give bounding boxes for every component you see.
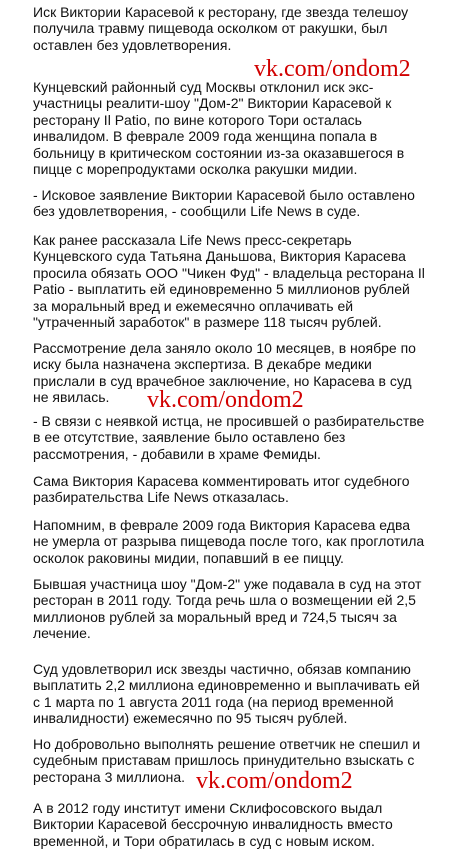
article-paragraph: Бывшая участница шоу "Дом-2" уже подавала в суд на этот ресторан в 2011 году. Тогда речь шла о возмещении ей 2,5 миллионов рублей за моральный вред и 724,5 тысяч за лечение. <box>33 576 422 642</box>
article-paragraph: Кунцевский районный суд Москвы отклонил иск экс- участницы реалити-шоу "Дом-2" Виктории Карасевой к ресторану Il Patio, по вине которого Тори осталась инвалидом. В феврале 2009 года женщина попала в больницу в критическом состоянии из-за оказавшегося в пицце с морепродуктами осколка ракушки мидии. <box>33 79 405 178</box>
watermark-text: vk.com/ondom2 <box>254 56 411 82</box>
article-paragraph: А в 2012 году институт имени Склифосовского выдал Виктории Карасевой бессрочную инвалидность вместо временной, и Тори обратилась в суд с новым иском. <box>33 800 393 849</box>
article-paragraph: Напомним, в феврале 2009 года Виктория Карасева едва не умерла от разрыва пищевода после того, как проглотила осколок раковины мидии, попавший в ее пиццу. <box>33 517 425 566</box>
article-paragraph: Но добровольно выполнять решение ответчик не спешил и судебным приставам пришлось принудительно взыскать с ресторана 3 миллиона. <box>33 736 421 785</box>
article-paragraph: Иск Виктории Карасевой к ресторану, где звезда телешоу получила травму пищевода осколком от ракушки, был оставлен без удовлетворения. <box>33 4 409 53</box>
article-paragraph: Сама Виктория Карасева комментировать итог судебного разбирательства Life News отказалась. <box>33 473 410 506</box>
article-paragraph: Рассмотрение дела заняло около 10 месяцев, в ноябре по иску была назначена экспертиза. В декабре медики прислали в суд врачебное заключение, но Карасева в суд не явилась. <box>33 340 416 406</box>
article-paragraph: - Исковое заявление Виктории Карасевой было оставлено без удовлетворения, - сообщили Life News в суде. <box>33 187 415 220</box>
article-paragraph: - В связи с неявкой истца, не просившей о разбирательстве в ее отсутствие, заявление было оставлено без рассмотрения, - добавили в храме Фемиды. <box>33 413 425 462</box>
watermark-text: vk.com/ondom2 <box>147 387 304 413</box>
article-paragraph: Суд удовлетворил иск звезды частично, обязав компанию выплатить 2,2 миллиона единовременно и выплачивать ей с 1 марта по 1 августа 2011 года (на период временной инвалидности) ежемесячно по 95 тысяч рублей. <box>33 661 420 727</box>
article-paragraph: Как ранее рассказала Life News пресс-секретарь Кунцевского суда Татьяна Даньшова, Виктория Карасева просила обязать ООО "Чикен Фуд" - владельца ресторана Il Patio - выплатить ей единовременно 5 миллионов рублей за моральный вред и ежемесячно оплачивать ей "утраченный заработок" в размере 118 тысяч рублей. <box>33 232 425 331</box>
watermark-text: vk.com/ondom2 <box>196 768 353 794</box>
